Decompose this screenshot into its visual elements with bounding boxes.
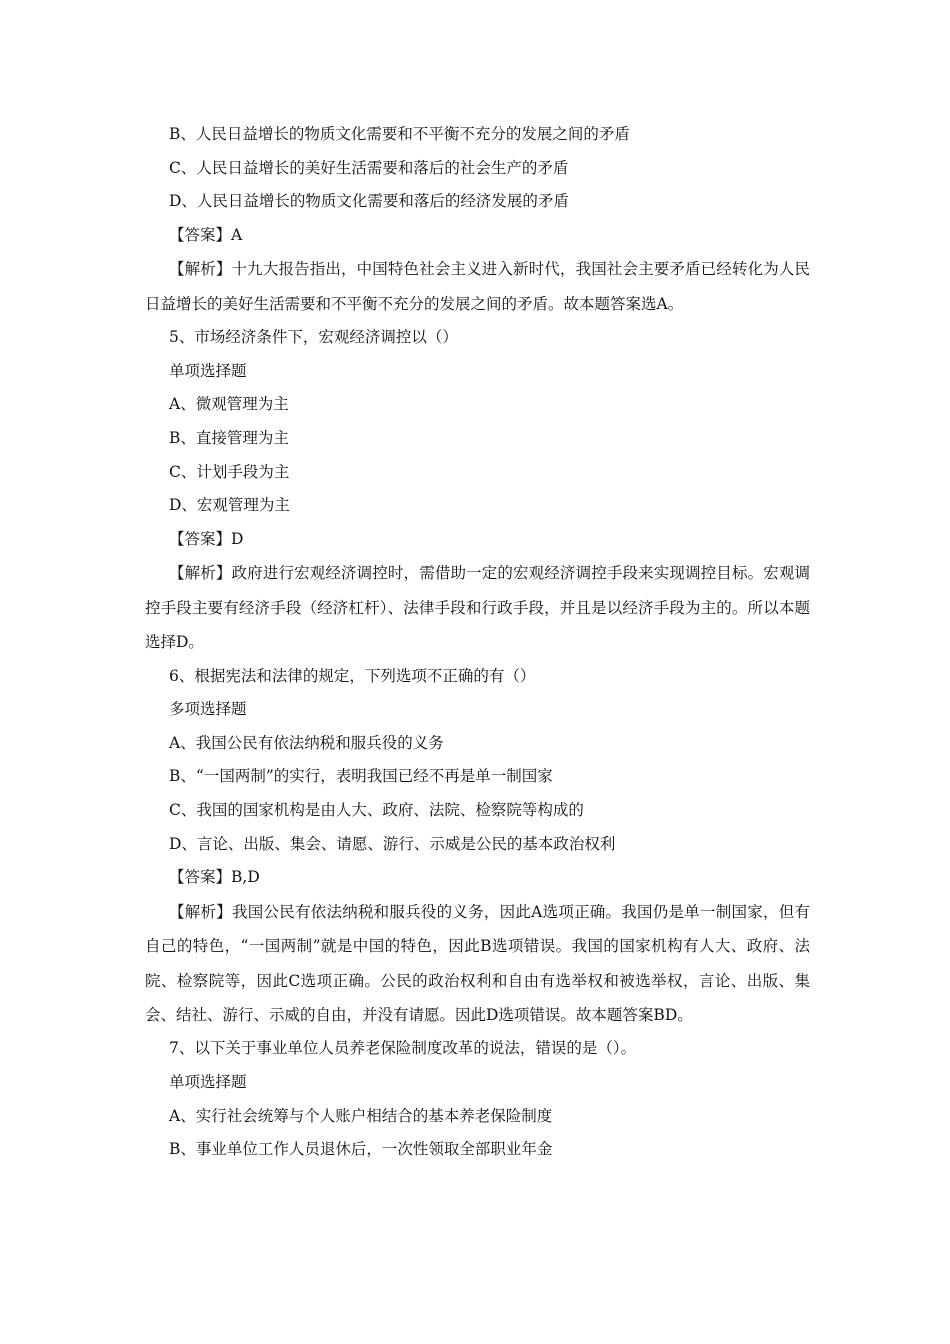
- q6-option-d: D、言论、出版、集会、请愿、游行、示威是公民的基本政治权利: [169, 834, 616, 853]
- q6-option-c: C、我国的国家机构是由人大、政府、法院、检察院等构成的: [169, 800, 584, 819]
- q6-analysis: 【解析】我国公民有依法纳税和服兵役的义务，因此A选项正确。我国仍是单一制国家，但有自己的特色，“一国两制”就是中国的特色，因此B选项错误。我国的国家机构有人大、政府、法院、检察院等，因此C选项正确。公民的政治权利和自由有选举权和被选举权，言论、出版、集会、结社、游行、示威的自由，并没有请愿。因此D选项错误。故本题答案BD。: [145, 902, 810, 1024]
- q6-type: 多项选择题: [169, 700, 247, 719]
- q4-option-b: B、人民日益增长的物质文化需要和不平衡不充分的发展之间的矛盾: [169, 125, 630, 143]
- q4-answer: 【答案】A: [169, 225, 243, 244]
- q5-question: 5、市场经济条件下，宏观经济调控以（）: [169, 328, 458, 347]
- q7-type: 单项选择题: [169, 1072, 247, 1091]
- q6-option-a: A、我国公民有依法纳税和服兵役的义务: [169, 733, 444, 752]
- q6-option-b: B、“一国两制”的实行，表明我国已经不再是单一制国家: [169, 767, 553, 786]
- q5-analysis: 【解析】政府进行宏观经济调控时，需借助一定的宏观经济调控手段来实现调控目标。宏观调控手段主要有经济手段（经济杠杆）、法律手段和行政手段，并且是以经济手段为主的。所以本题选择D。: [145, 564, 810, 652]
- document-body: [145, 118, 810, 1167]
- q5-option-a: A、微观管理为主: [169, 395, 289, 414]
- q4-analysis: 【解析】十九大报告指出，中国特色社会主义进入新时代，我国社会主要矛盾已经转化为人民日益增长的美好生活需要和不平衡不充分的发展之间的矛盾。故本题答案选A。: [145, 260, 810, 313]
- q6-question: 6、根据宪法和法律的规定，下列选项不正确的有（）: [169, 666, 536, 685]
- q5-option-c: C、计划手段为主: [169, 462, 290, 481]
- q5-type: 单项选择题: [169, 361, 247, 380]
- q7-option-b: B、事业单位工作人员退休后，一次性领取全部职业年金: [169, 1140, 553, 1159]
- q6-answer: 【答案】B,D: [169, 868, 260, 887]
- q7-question: 7、以下关于事业单位人员养老保险制度改革的说法，错误的是（）。: [169, 1039, 637, 1058]
- q5-answer: 【答案】D: [169, 529, 244, 548]
- q4-option-d: D、人民日益增长的物质文化需要和落后的经济发展的矛盾: [169, 192, 569, 211]
- q5-option-b: B、直接管理为主: [169, 428, 289, 447]
- q4-option-c: C、人民日益增长的美好生活需要和落后的社会生产的矛盾: [169, 158, 569, 177]
- q7-option-a: A、实行社会统筹与个人账户相结合的基本养老保险制度: [169, 1106, 553, 1125]
- q5-option-d: D、宏观管理为主: [169, 496, 290, 515]
